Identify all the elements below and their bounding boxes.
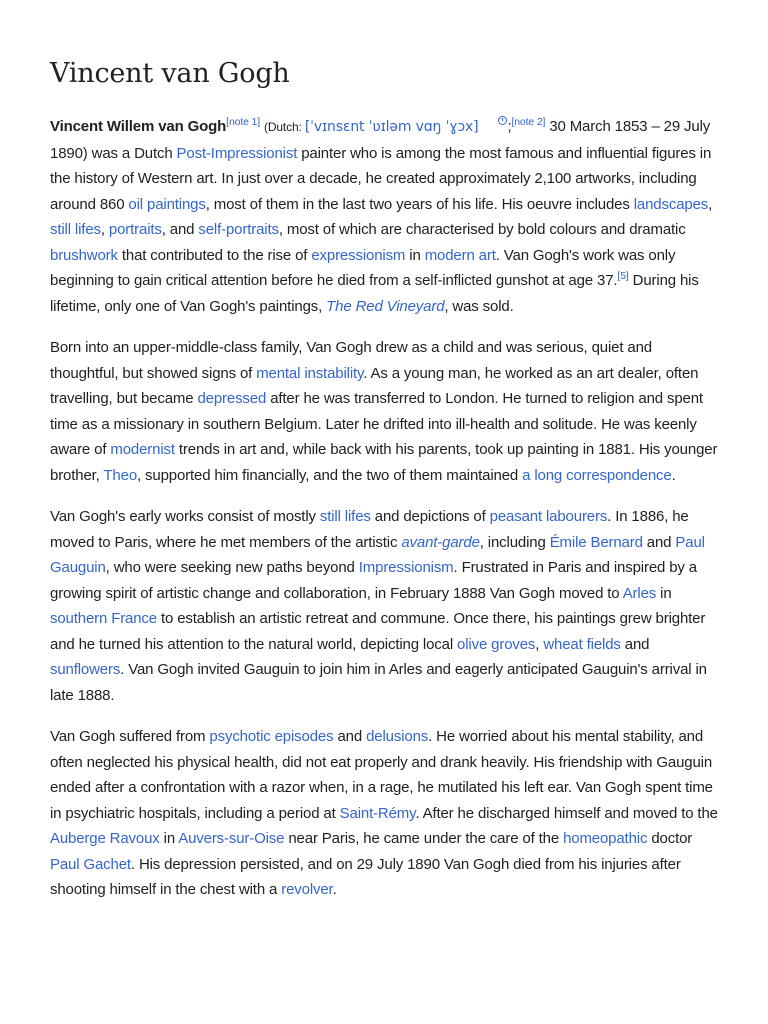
link-olive-groves[interactable]: olive groves <box>457 635 536 653</box>
the-red-vineyard-title: The Red Vineyard <box>326 297 445 315</box>
text: , most of which are characterised by bold colours and dramatic <box>278 221 686 238</box>
link-depressed[interactable]: depressed <box>197 390 267 407</box>
link-delusions[interactable]: delusions <box>366 728 429 745</box>
text: . Van Gogh's work was only beginning to gain critical attention before he died from a self-inflicted gunshot at age 37. <box>50 246 676 289</box>
link-portraits[interactable]: portraits <box>108 221 162 238</box>
link-modern-art[interactable]: modern art <box>424 246 496 264</box>
text: and <box>642 533 676 551</box>
link-emile-bernard[interactable]: Émile Bernard <box>549 533 643 551</box>
link-southern-france[interactable]: southern France <box>50 610 157 627</box>
text: and <box>620 635 650 653</box>
text: , <box>535 635 544 653</box>
link-homeopathic[interactable]: homeopathic <box>563 830 648 847</box>
text: . As a young man, he worked as an art dealer, often travelling, but became <box>50 364 699 407</box>
text: . Van Gogh invited Gauguin to join him in Arles and eagerly anticipated Gauguin's arrival in late 1888. <box>50 661 707 704</box>
link-oil-paintings[interactable]: oil paintings <box>128 195 206 213</box>
text: . <box>332 881 337 898</box>
text: in <box>656 584 672 602</box>
text: near Paris, he came under the care of the <box>284 830 564 847</box>
link-sunflowers[interactable]: sunflowers <box>50 661 121 678</box>
link-landscapes[interactable]: landscapes <box>633 195 709 213</box>
link-saint-remy[interactable]: Saint-Rémy <box>339 804 416 822</box>
text: and depictions of <box>370 508 490 525</box>
intro-paragraph-2 <box>50 335 718 488</box>
link-paul-gachet[interactable]: Paul Gachet <box>50 855 131 873</box>
link-expressionism[interactable]: expressionism <box>311 246 406 264</box>
text: . His depression persisted, and on 29 July 1890 Van Gogh died from his injuries after shooting himself in the chest with a <box>50 855 681 898</box>
link-still-lifes-2[interactable]: still lifes <box>319 508 371 525</box>
text: . Frustrated in Paris and inspired by a growing spirit of artistic change and collaboration, in February 1888 Van Gogh moved to <box>50 559 697 602</box>
text: in <box>159 830 179 847</box>
text: , who were seeking new paths beyond <box>105 559 359 576</box>
intro-paragraph-3 <box>50 504 718 708</box>
text: doctor <box>647 830 693 847</box>
link-brushwork[interactable]: brushwork <box>50 246 118 264</box>
text: , was sold. <box>444 297 514 315</box>
ipa-pronunciation-link[interactable]: [ˈvɪnsɛnt ˈʋɪləm vɑŋ ˈɣɔx] <box>304 119 479 135</box>
text: Van Gogh's early works consist of mostly <box>50 508 320 525</box>
text: , supported him financially, and the two of them maintained <box>137 466 523 484</box>
text: . He worried about his mental stability, and often neglected his physical health, did not eat properly and drank heavily. His friendship with Gauguin ended after a confrontation with a razor when, in a rage, he mutilated his left ear. Van Gogh spent time in psychiatric hospitals, including a period at <box>50 728 713 822</box>
dutch-label: (Dutch: <box>264 120 305 134</box>
text: 30 March 1853 – 29 July 1890) was a Dutch <box>50 118 711 162</box>
text: after he was transferred to London. He turned to religion and spent time as a missionary in southern Belgium. Later he drifted into ill-health and solitude. He was keenly aware of <box>50 390 703 458</box>
intro-paragraph-4 <box>50 724 718 903</box>
text: During his lifetime, only one of Van Gogh's paintings, <box>50 272 699 315</box>
subject-name: Vincent Willem van Gogh <box>50 118 227 135</box>
page-title: Vincent van Gogh <box>50 58 290 89</box>
text: trends in art and, while back with his parents, took up painting in 1881. His younger brother, <box>50 441 718 484</box>
link-paul-gauguin[interactable]: Paul Gauguin <box>50 533 705 576</box>
text: . <box>671 466 676 484</box>
text: . After he discharged himself and moved to the <box>415 804 718 822</box>
note-2-link[interactable]: [note 2] <box>511 116 546 128</box>
semicolon: ; <box>507 118 512 135</box>
link-peasant-labourers[interactable]: peasant labourers <box>489 508 608 525</box>
text: painter who is among the most famous and influential figures in the history of Western art. In just over a decade, he created approximately 2,100 artworks, including around 860 <box>50 144 712 213</box>
text: , <box>708 195 713 213</box>
link-revolver[interactable]: revolver <box>281 881 333 898</box>
text: , and <box>161 221 199 238</box>
link-psychotic-episodes[interactable]: psychotic episodes <box>209 728 334 745</box>
note-1-link[interactable]: [note 1] <box>226 116 260 128</box>
link-wheat-fields[interactable]: wheat fields <box>543 635 621 653</box>
link-theo[interactable]: Theo <box>103 466 138 484</box>
link-auvers-sur-oise[interactable]: Auvers-sur-Oise <box>178 830 285 847</box>
link-a-long-correspondence[interactable]: a long correspondence <box>522 466 672 484</box>
text: in <box>405 246 425 264</box>
link-mental-instability[interactable]: mental instability <box>256 364 364 382</box>
ref-5-link[interactable]: [5] <box>617 270 629 282</box>
link-post-impressionist[interactable]: Post-Impressionist <box>176 144 298 162</box>
text: Van Gogh suffered from <box>50 728 210 745</box>
text: to establish an artistic retreat and commune. Once there, his paintings grew brighter and he turned his attention to the natural world, depicting local <box>50 610 706 653</box>
text: that contributed to the rise of <box>117 246 312 264</box>
link-arles[interactable]: Arles <box>622 584 657 602</box>
link-impressionism[interactable]: Impressionism <box>358 559 454 576</box>
text: , <box>100 221 109 238</box>
text: and <box>333 728 367 745</box>
text: , most of them in the last two years of his life. His oeuvre includes <box>205 195 634 213</box>
intro-paragraph-1 <box>50 114 718 319</box>
link-still-lifes[interactable]: still lifes <box>50 221 101 238</box>
link-the-red-vineyard[interactable] <box>326 298 444 315</box>
link-avant-garde[interactable] <box>401 534 479 551</box>
text: , including <box>479 533 550 551</box>
text: Born into an upper-middle-class family, Van Gogh drew as a child and was serious, quiet and thoughtful, but showed signs of <box>50 339 652 382</box>
text: . In 1886, he moved to Paris, where he met members of the artistic <box>50 508 689 551</box>
avant-garde-text: avant-garde <box>401 533 480 551</box>
link-modernist[interactable]: modernist <box>110 441 175 458</box>
link-self-portraits[interactable]: self-portraits <box>198 221 279 238</box>
link-auberge-ravoux[interactable]: Auberge Ravoux <box>50 830 160 847</box>
